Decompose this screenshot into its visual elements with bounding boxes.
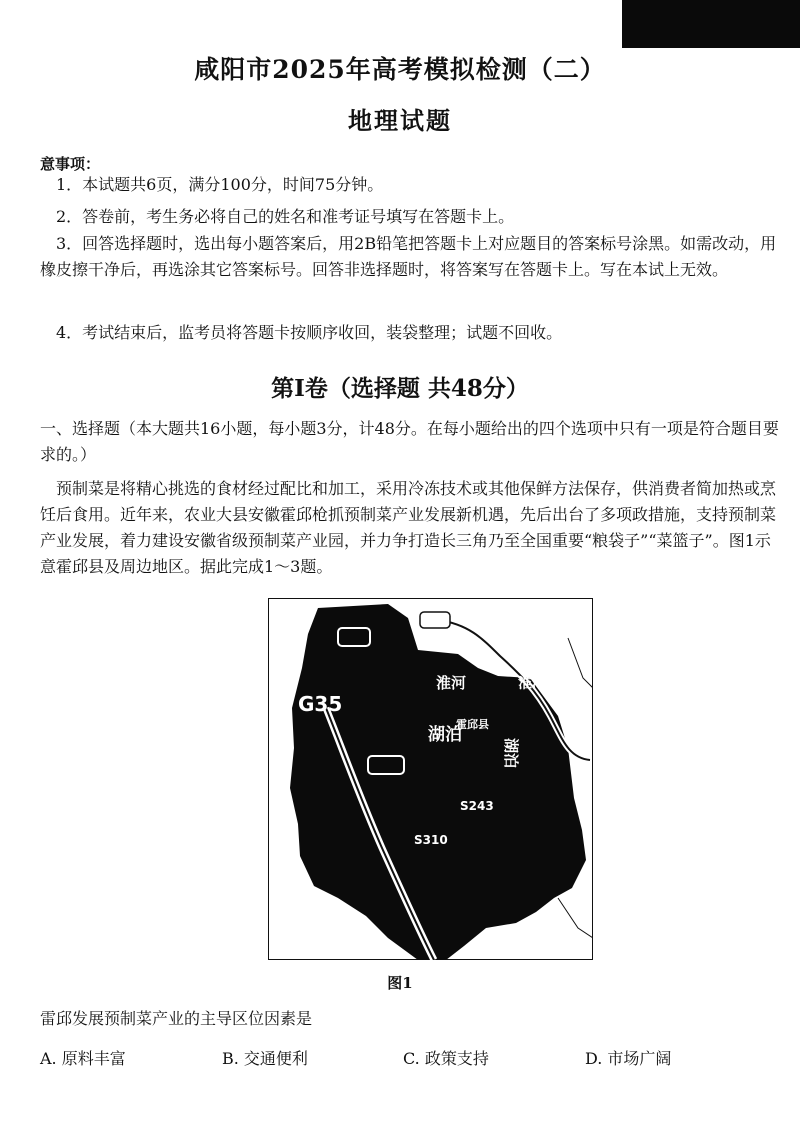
notice-item-3: 3．回答选择题时，选出每小题答案后，用2B铅笔把答题卡上对应题目的答案标号涂黑。如需改动，用橡皮擦干净后，再选涂其它答案标号。回答非选择题时，将答案写在答题卡上。写在本试上无效。 <box>40 234 777 279</box>
question-stem: 雷邱发展预制菜产业的主导区位因素是 <box>40 1009 313 1028</box>
map-label-huaihe-2: 淮河 <box>518 676 546 692</box>
county-map <box>268 598 593 960</box>
section-instructions: 一、选择题（本大题共16小题，每小题3分，计48分。在每小题给出的四个选项中只有一项是符合题目要求的。） <box>40 419 779 464</box>
map-label-lake-2: 湖泊 <box>502 738 520 769</box>
option-a: A. 原料丰富 <box>40 1049 126 1068</box>
redaction-block <box>622 0 800 48</box>
exam-title: 咸阳市2025年高考模拟检测（二） <box>194 55 606 84</box>
option-c: C. 政策支持 <box>403 1049 489 1068</box>
map-label-g35: G35 <box>298 692 343 716</box>
map-label-s310: S310 <box>414 833 448 847</box>
part-title: 第Ⅰ卷（选择题 共48分） <box>271 375 529 402</box>
exam-subject: 地理试题 <box>348 106 452 135</box>
notice-item-1: 1．本试题共6页，满分100分，时间75分钟。 <box>56 175 384 194</box>
option-b: B. 交通便利 <box>222 1049 308 1068</box>
reading-passage: 预制菜是将精心挑选的食材经过配比和加工，采用冷冻技术或其他保鲜方法保存，供消费者简加热或烹饪后食用。近年来，农业大县安徽霍邱枪抓预制菜产业发展新机遇，先后出台了多项政措施，支持预制菜产业发展，着力建设安徽省级预制菜产业园，并力争打造长三角乃至全国重要“粮袋子”“菜篮子”。图1示意霍邱县及周边地区。据此完成1～3题。 <box>40 479 777 576</box>
map-label-county: 霍邱县 <box>456 718 489 731</box>
map-label-lake: 湖泊 <box>428 725 462 745</box>
option-d: D. 市场广阔 <box>585 1049 672 1068</box>
figure-caption: 图1 <box>387 974 413 992</box>
map-label-s243: S243 <box>460 799 494 813</box>
notice-item-2: 2．答卷前，考生务必将自己的姓名和准考证号填写在答题卡上。 <box>56 207 515 226</box>
notice-item-4: 4．考试结束后，监考员将答题卡按顺序收回，装袋整理；试题不回收。 <box>56 323 563 342</box>
notice-heading: 意事项： <box>40 155 101 173</box>
road-shield-top <box>420 612 450 628</box>
map-label-huaihe: 淮河 <box>436 674 467 692</box>
